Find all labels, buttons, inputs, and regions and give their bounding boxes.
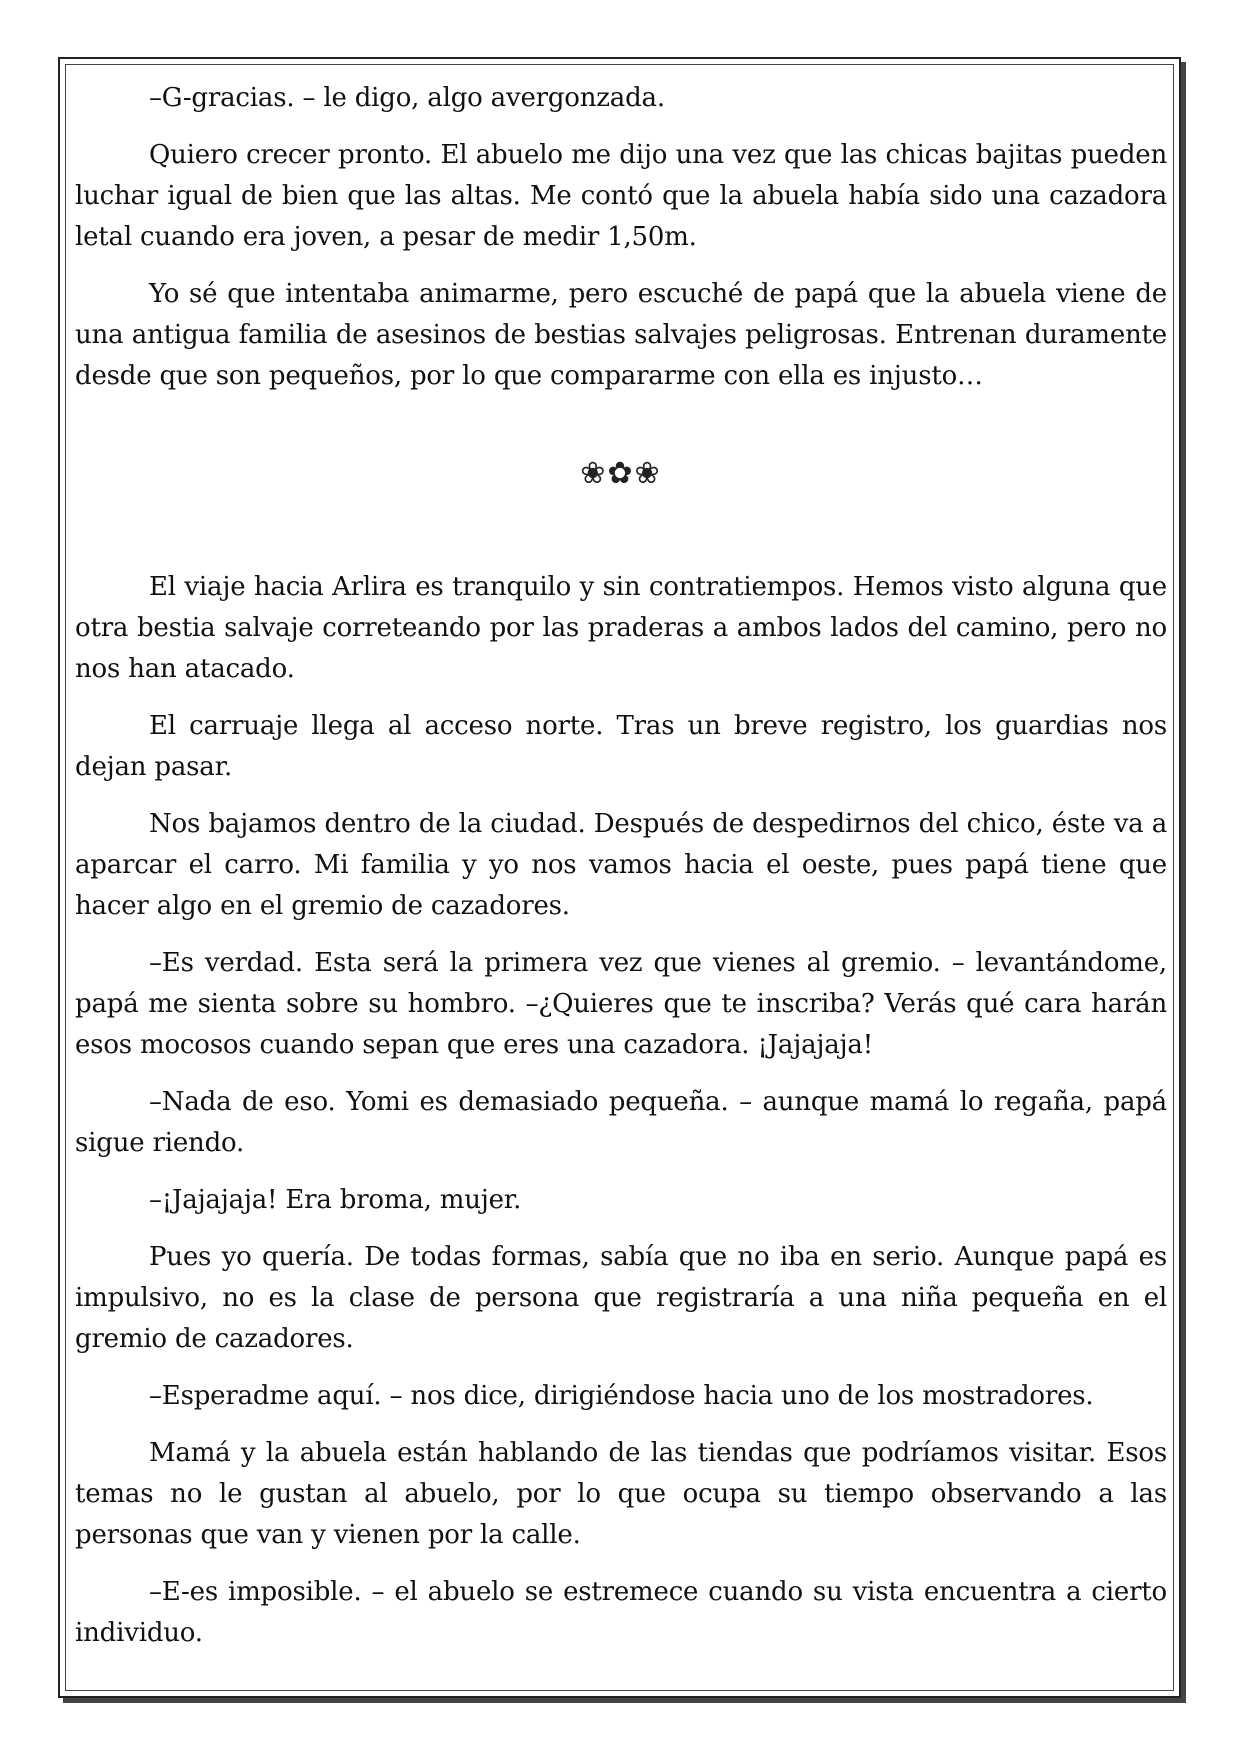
paragraph: Mamá y la abuela están hablando de las tiendas que podríamos visitar. Esos temas no le gustan al abuelo, por lo que ocupa su tiempo observando a las personas que van y vienen por la calle. [75, 1438, 1167, 1550]
body-text [75, 78, 1167, 1670]
paragraph: –Esperadme aquí. – nos dice, dirigiéndose hacia uno de los mostradores. [149, 1381, 1094, 1411]
paragraph: Quiero crecer pronto. El abuelo me dijo una vez que las chicas bajitas pueden luchar igual de bien que las altas. Me contó que la abuela había sido una cazadora letal cuando era joven, a pesar de medir 1,50m. [75, 140, 1167, 252]
paragraph: –¡Jajajaja! Era broma, mujer. [149, 1185, 522, 1215]
paragraph: –Nada de eso. Yomi es demasiado pequeña. – aunque mamá lo regaña, papá sigue riendo. [75, 1087, 1167, 1158]
paragraph: El viaje hacia Arlira es tranquilo y sin contratiempos. Hemos visto alguna que otra bestia salvaje correteando por las praderas a ambos lados del camino, pero no nos han atacado. [75, 572, 1167, 684]
paragraph: El carruaje llega al acceso norte. Tras un breve registro, los guardias nos dejan pasar. [75, 711, 1167, 782]
paragraph: Nos bajamos dentro de la ciudad. Después de despedirnos del chico, éste va a aparcar el carro. Mi familia y yo nos vamos hacia el oeste, pues papá tiene que hacer algo en el gremio de cazadores. [75, 809, 1167, 921]
paragraph: –Es verdad. Esta será la primera vez que vienes al gremio. – levantándome, papá me sienta sobre su hombro. –¿Quieres que te inscriba? Verás qué cara harán esos mocosos cuando sepan que eres una cazadora. ¡Jajajaja! [75, 948, 1167, 1060]
scene-break-ornament: ❀✿❀ [580, 456, 662, 491]
paragraph: Yo sé que intentaba animarme, pero escuché de papá que la abuela viene de una antigua familia de asesinos de bestias salvajes peligrosas. Entrenan duramente desde que son pequeños, por lo que compararme con ella es injusto… [75, 279, 1167, 391]
paragraph: –G-gracias. – le digo, algo avergonzada. [149, 83, 665, 113]
paragraph: Pues yo quería. De todas formas, sabía que no iba en serio. Aunque papá es impulsivo, no es la clase de persona que registraría a una niña pequeña en el gremio de cazadores. [75, 1242, 1167, 1354]
paragraph: –E-es imposible. – el abuelo se estremece cuando su vista encuentra a cierto individuo. [75, 1577, 1167, 1648]
